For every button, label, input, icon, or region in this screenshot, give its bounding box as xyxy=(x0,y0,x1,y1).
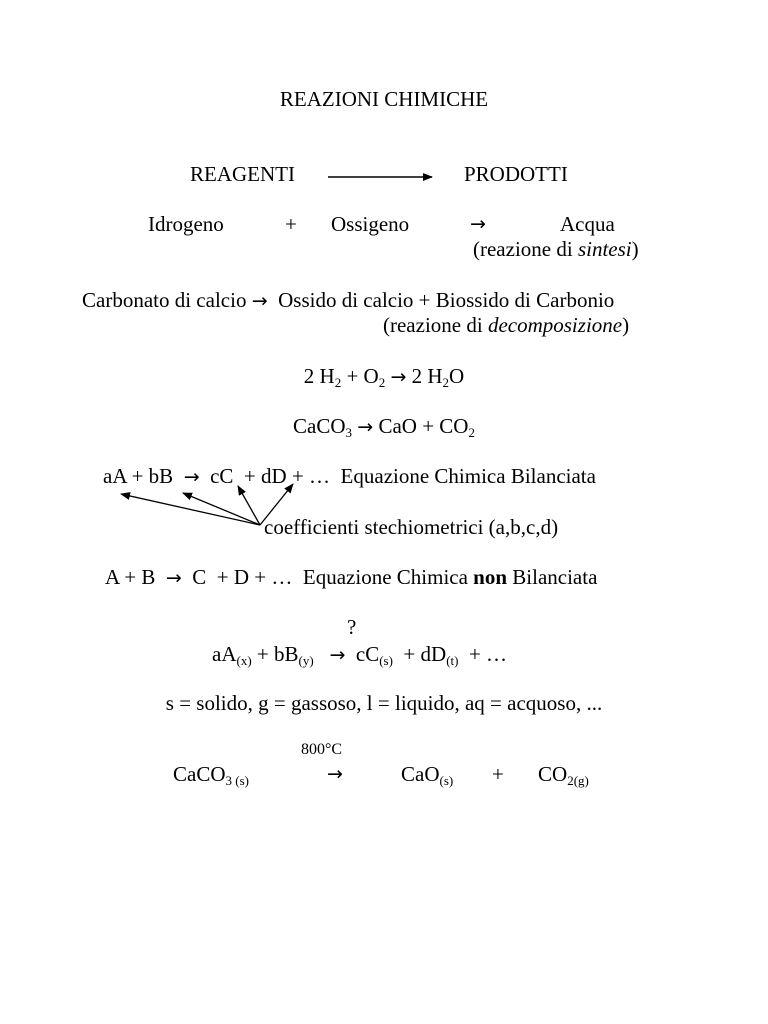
coeff-arrow-a xyxy=(121,494,260,525)
page-title: REAZIONI CHIMICHE xyxy=(279,87,489,111)
thermal-plus: + xyxy=(492,762,504,786)
thermal-product-1: CaO$_{(s)}$ xyxy=(401,762,454,788)
ex2-note: (reazione di decomposizione) xyxy=(383,313,630,337)
ex1-reactant-a: Idrogeno xyxy=(148,212,224,236)
thermal-reactant: CaCO$_{3 (s)}$ xyxy=(173,762,249,788)
coefficients-label: coefficienti stechiometrici (a,b,c,d) xyxy=(264,515,559,539)
states-equation: $aA_{(x)} + bB_{(y)}$ → $cC_{(s)} + dD_{(t)}$ + … xyxy=(212,642,508,668)
equation-caco3: CaCO$_3$ → CaO + $CO_2$ xyxy=(293,414,475,440)
question-mark: ? xyxy=(347,615,357,639)
balanced-equation: aA + bB → cC + dD + … Equazione Chimica Bilanciata xyxy=(103,464,596,488)
coeff-arrow-b xyxy=(183,493,260,525)
ex1-product: Acqua xyxy=(560,212,615,236)
reagenti-label: REAGENTI xyxy=(190,162,295,186)
states-legend: s = solido, g = gassoso, l = liquido, aq = acquoso, ... xyxy=(165,691,603,715)
thermal-arrow-icon: → xyxy=(327,763,343,785)
coeff-arrow-c xyxy=(238,486,260,525)
ex1-plus: + xyxy=(285,212,297,236)
temperature-label: 800°C xyxy=(301,741,343,758)
ex1-note: (reazione di sintesi) xyxy=(473,237,639,261)
unbalanced-equation: A + B → C + D + … Equazione Chimica non Bilanciata xyxy=(105,565,598,589)
equation-water: 2 $H_2 + O_2 \to 2$ $H_2O$ xyxy=(303,364,465,390)
prodotti-label: PRODOTTI xyxy=(464,162,568,186)
ex2-arrow-icon: → xyxy=(251,290,268,312)
ex1-reactant-b: Ossigeno xyxy=(331,212,410,236)
thermal-product-2: $CO_{2(g)}$ xyxy=(538,762,589,788)
ex2-line: Carbonato di calcio → Ossido di calcio + Biossido di Carbonio xyxy=(82,288,615,312)
ex1-arrow-icon: → xyxy=(470,213,486,235)
